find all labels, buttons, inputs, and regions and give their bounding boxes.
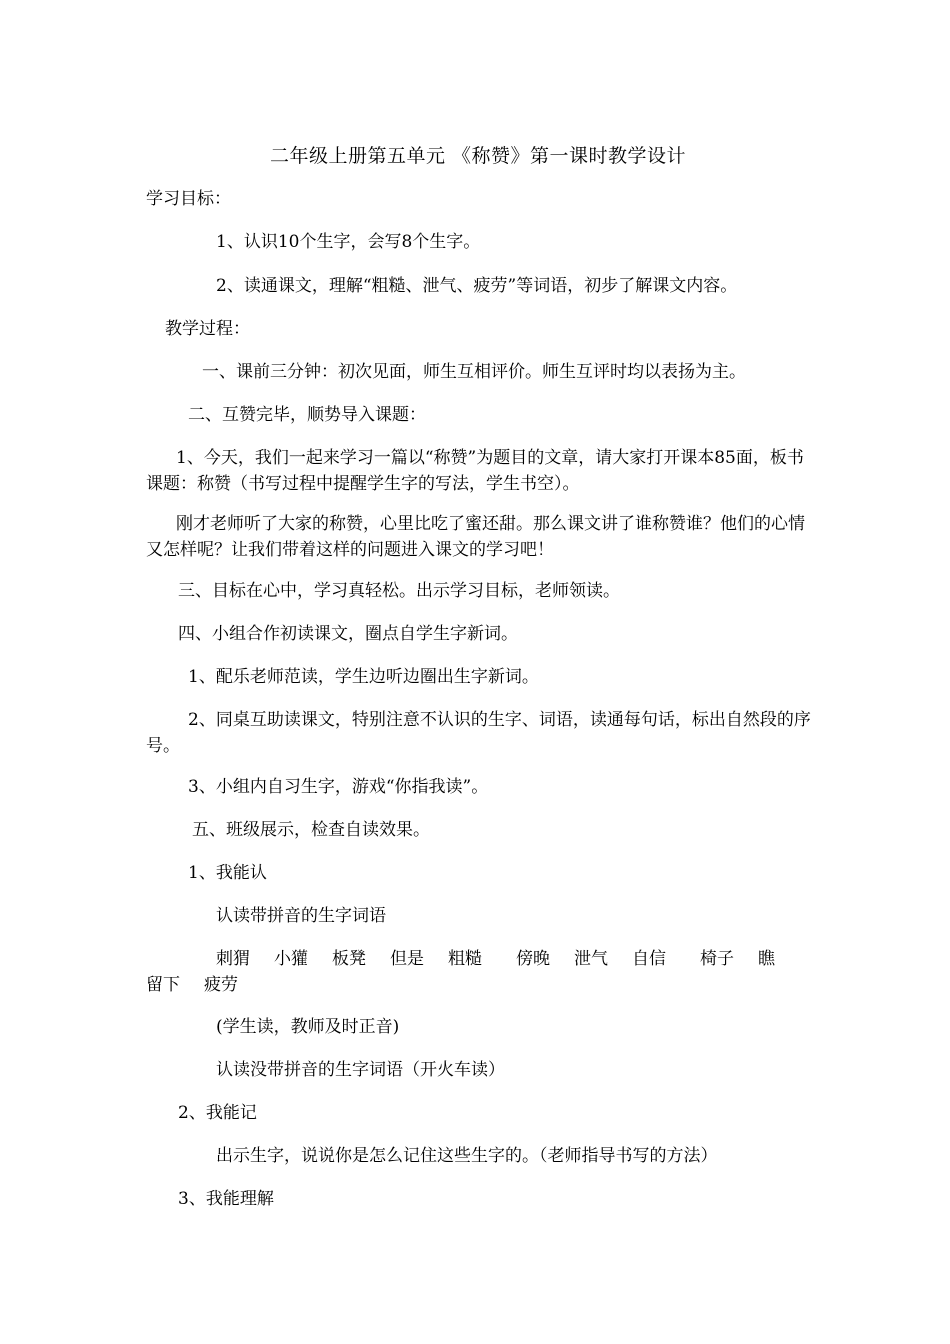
objective-item: 1、认识10个生字，会写8个生字。 [216, 232, 481, 252]
step-two-paragraph-one: 1、今天，我们一起来学习一篇以“称赞”为题目的文章，请大家打开课本85面，板书课题：称赞（书写过程中提醒学生字的写法，学生书空）。 [146, 448, 804, 494]
step-four-item: 2、同桌互助读课文，特别注意不认识的生字、词语，读通每句话，标出自然段的序号。 [146, 710, 811, 756]
step-four-item: 3、小组内自习生字，游戏“你指我读”。 [188, 777, 489, 797]
word-item: 留下 [146, 975, 180, 995]
subsection-heading: 2、我能记 [178, 1103, 257, 1123]
word-list-line-two [146, 972, 238, 998]
word-list-line-one [216, 946, 775, 972]
document-title: 二年级上册第五单元 《称赞》第一课时教学设计 [270, 145, 687, 167]
step-two-paragraph-two: 刚才老师听了大家的称赞，心里比吃了蜜还甜。那么课文讲了谁称赞谁？他们的心情又怎样呢？让我们带着这样的问题进入课文的学习吧！ [146, 514, 805, 560]
subsection-text: 认读带拼音的生字词语 [216, 906, 386, 926]
step-four-item: 1、配乐老师范读，学生边听边圈出生字新词。 [188, 667, 539, 687]
word-item: 刺猬 [216, 949, 250, 969]
step-two: 二、互赞完毕，顺势导入课题： [188, 405, 426, 425]
word-item: 泄气 [574, 949, 608, 969]
word-item: 椅子 [700, 949, 734, 969]
objectives-heading: 学习目标： [146, 189, 231, 209]
step-five: 五、班级展示，检查自读效果。 [192, 820, 430, 840]
word-item: 粗糙 [448, 949, 482, 969]
word-item: 傍晚 [516, 949, 550, 969]
word-item: 自信 [632, 949, 666, 969]
subsection-text: 出示生字，说说你是怎么记住这些生字的。（老师指导书写的方法） [216, 1146, 718, 1166]
objective-item: 2、读通课文，理解“粗糙、泄气、疲劳”等词语，初步了解课文内容。 [216, 276, 738, 296]
word-item: 但是 [390, 949, 424, 969]
subsection-note: (学生读，教师及时正音) [216, 1017, 400, 1037]
step-one: 一、课前三分钟：初次见面，师生互相评价。师生互评时均以表扬为主。 [202, 362, 746, 382]
step-four: 四、小组合作初读课文，圈点自学生字新词。 [178, 624, 518, 644]
subsection-heading: 3、我能理解 [178, 1189, 274, 1209]
word-item: 瞧 [758, 949, 775, 969]
step-three: 三、目标在心中，学习真轻松。出示学习目标，老师领读。 [178, 581, 620, 601]
subsection-text: 认读没带拼音的生字词语（开火车读） [216, 1060, 505, 1080]
word-item: 小獾 [274, 949, 308, 969]
process-heading: 教学过程： [165, 319, 250, 339]
word-item: 板凳 [332, 949, 366, 969]
word-item: 疲劳 [204, 975, 238, 995]
subsection-heading: 1、我能认 [188, 863, 267, 883]
